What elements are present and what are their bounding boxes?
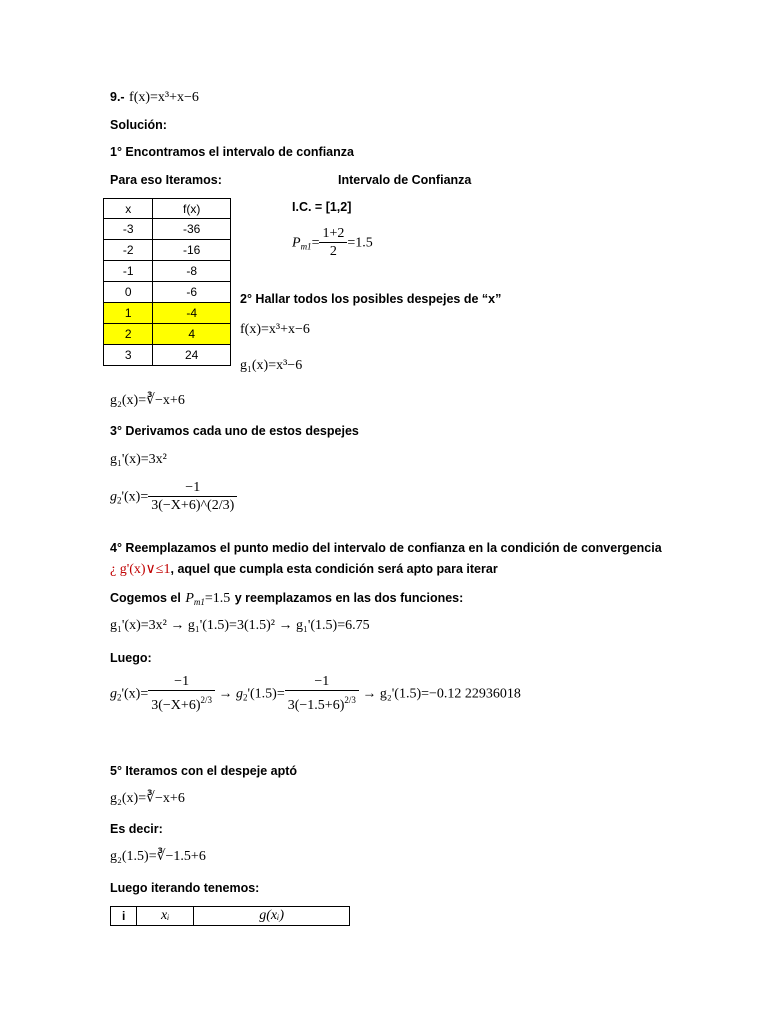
table-cell: -36 <box>153 219 231 240</box>
f-expression: f(x)=x³+x−6 <box>240 322 310 337</box>
luego-iterando-label: Luego iterando tenemos: <box>110 881 260 895</box>
step3-title: 3° Derivamos cada uno de estos despejes <box>110 424 359 438</box>
results-header-cell: i <box>111 907 137 926</box>
iteration-results-table <box>110 906 350 926</box>
condition-math: ¿ g'(x)∨≤1 <box>110 562 171 577</box>
g2-derivative-numerator: −1 <box>148 480 237 497</box>
results-header-cell: g(xᵢ) <box>194 907 350 926</box>
g1-derivative: g₁'(x)=3x² <box>110 452 167 467</box>
g2-eval-expression: g₂(1.5)=∛−1.5+6 <box>110 849 206 864</box>
table-cell: -1 <box>104 261 153 282</box>
table-cell: -16 <box>153 240 231 261</box>
cogemos-prefix: Cogemos el <box>110 591 181 605</box>
luego-label: Luego: <box>110 651 152 665</box>
cogemos-line: Cogemos el $P_{m1}=1.5$ y reemplazamos en las dos funciones: <box>110 591 464 607</box>
confidence-interval-label: Intervalo de Confianza <box>338 173 472 187</box>
g1-evaluation: g₁'(x)=3x² → g₁'(1.5)=3(1.5)² → g₁'(1.5)=6.75 <box>110 618 370 633</box>
table-header-cell: f(x) <box>153 199 231 219</box>
step4-title: 4° Reemplazamos el punto medio del intervalo de confianza en la condición de convergencia <box>110 541 662 555</box>
table-cell: 4 <box>153 324 231 345</box>
step1-title: 1° Encontramos el intervalo de confianza <box>110 145 354 159</box>
g2-derivative-denominator: 3(−X+6)^(2/3) <box>151 498 235 513</box>
problem-header <box>110 88 199 106</box>
pm-subscript: m1 <box>300 241 312 252</box>
results-header-cell: xᵢ <box>137 907 194 926</box>
table-cell: 3 <box>104 345 153 366</box>
problem-number: 9.- <box>110 90 125 104</box>
table-row <box>104 261 231 282</box>
step5-title: 5° Iteramos con el despeje aptó <box>110 764 298 778</box>
table-row <box>104 219 231 240</box>
table-cell: 1 <box>104 303 153 324</box>
condition-text: , aquel que cumpla esta condición será apto para iterar <box>170 562 498 576</box>
g2-evaluation-result: → g₂'(1.5)=−0.12 22936018 <box>362 686 521 702</box>
table-cell: -6 <box>153 282 231 303</box>
g2-derivative: $g_2'(x)=$ $\frac{-1}{3(-X+6)\^{}(2/3)}$ <box>110 480 237 515</box>
midpoint-formula: $P_{m1}=$ $\frac{1+2}{2}$ =1.5 <box>292 226 373 259</box>
table-cell: -2 <box>104 240 153 261</box>
es-decir-label: Es decir: <box>110 822 163 836</box>
cogemos-suffix: y reemplazamos en las dos funciones: <box>234 591 464 605</box>
pm-value: =1.5 <box>347 235 373 251</box>
table-cell: 0 <box>104 282 153 303</box>
table-cell: 24 <box>153 345 231 366</box>
pm-denominator: 2 <box>329 244 337 259</box>
g2-derivative-fraction <box>148 480 237 515</box>
convergence-condition <box>110 560 498 578</box>
solution-label: Solución: <box>110 118 167 132</box>
table-cell: -3 <box>104 219 153 240</box>
problem-function: f(x)=x³+x−6 <box>129 90 199 105</box>
step2-title: 2° Hallar todos los posibles despejes de “x” <box>240 292 502 306</box>
table-row <box>104 324 231 345</box>
table-cell: -4 <box>153 303 231 324</box>
g2-evaluation: $g_2'(x)=$ $\frac{-1}{3(-X+6)^{2/3}}$ → $g_2'(1.5)=$ $\frac{-1}{3(-1.5+6)^{2/3}}$ → g₂'(1.5)=−0.12 22936018 <box>110 674 521 713</box>
pm-fraction <box>319 226 347 261</box>
table-row <box>104 282 231 303</box>
table-cell: -8 <box>153 261 231 282</box>
pm-numerator: 1+2 <box>319 226 347 243</box>
g1-expression: g₁(x)=x³−6 <box>240 358 303 373</box>
table-header-cell: x <box>104 199 153 219</box>
table-row <box>104 303 231 324</box>
ic-value: I.C. = [1,2] <box>292 200 352 214</box>
g2-apt-expression: g₂(x)=∛−x+6 <box>110 791 185 806</box>
table-row <box>104 345 231 366</box>
iteration-table <box>103 198 231 366</box>
iterate-label: Para eso Iteramos: <box>110 173 222 187</box>
table-row <box>104 240 231 261</box>
g2-expression: g₂(x)=∛−x+6 <box>110 393 185 408</box>
pm-symbol: P <box>292 235 301 251</box>
table-cell: 2 <box>104 324 153 345</box>
